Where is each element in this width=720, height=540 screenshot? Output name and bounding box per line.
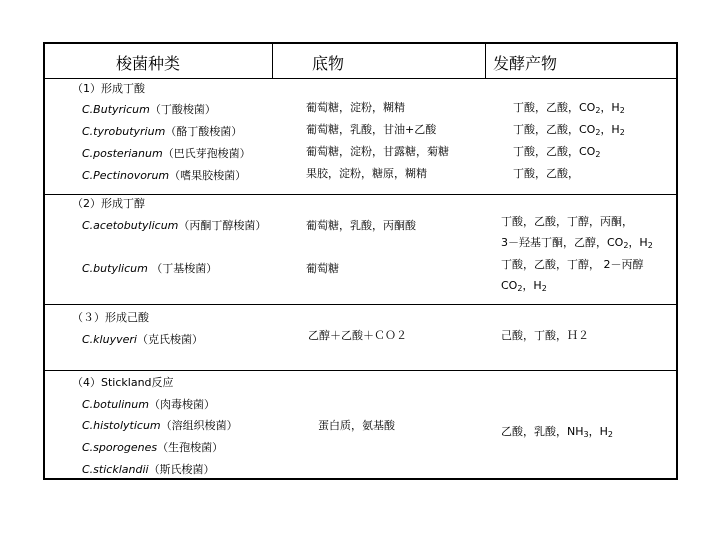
species-name: C.posterianum（巴氏芽孢梭菌）	[82, 147, 251, 160]
product-text: 丁酸，乙酸，$CO_2$，$H_2$	[513, 123, 625, 137]
product-text: 己酸，丁酸，Ｈ２	[501, 329, 589, 342]
species-name: C.botulinum（肉毒梭菌）	[82, 398, 215, 411]
substrate-text: 乙醇＋乙酸＋ＣＯ２	[308, 329, 407, 342]
section-title-butyric: （1）形成丁酸	[72, 82, 145, 95]
species-name: C.acetobutylicum（丙酮丁醇梭菌）	[82, 219, 267, 232]
species-name: C.Butyricum（丁酸梭菌）	[82, 103, 216, 116]
product-text: 丁酸，乙酸，丁醇， 2－丙醇	[501, 258, 644, 271]
header-divider	[43, 78, 678, 79]
product-text: 丁酸，乙酸，$CO_2$	[513, 145, 601, 159]
substrate-text: 蛋白质，氨基酸	[318, 419, 395, 432]
substrate-text: 葡萄糖，淀粉，糊精	[306, 101, 405, 114]
section-divider-1	[43, 194, 678, 195]
header-products: 发酵产物	[493, 54, 558, 73]
substrate-text: 葡萄糖	[306, 262, 339, 275]
header-col-divider-2	[485, 42, 486, 78]
header-col-divider-1	[272, 42, 273, 78]
species-name: C.histolyticum（溶组织梭菌）	[82, 419, 238, 432]
species-name: C.butylicum （丁基梭菌）	[82, 262, 218, 275]
section-divider-3	[43, 370, 678, 371]
substrate-text: 葡萄糖，乳酸，甘油+乙酸	[306, 123, 437, 136]
header-species: 梭菌种类	[116, 54, 181, 73]
section-title-caproic: （３）形成己酸	[72, 311, 149, 324]
species-name: C.sporogenes（生孢梭菌）	[82, 441, 224, 454]
product-text: 3－羟基丁酮，乙醇，$CO_2$，$H_2$	[501, 236, 653, 250]
product-text: $CO_2$，$H_2$	[501, 279, 547, 293]
species-name: C.kluyveri（克氏梭菌）	[82, 333, 203, 346]
product-text: 丁酸，乙酸，$CO_2$，$H_2$	[513, 101, 625, 115]
species-name: C.sticklandii（斯氏梭菌）	[82, 463, 215, 476]
substrate-text: 葡萄糖，乳酸，丙酮酸	[306, 219, 416, 232]
species-name: C.tyrobutyrium（酪丁酸梭菌）	[82, 125, 243, 138]
product-text: 丁酸，乙酸，丁醇，丙酮，	[501, 215, 633, 228]
section-title-butanol: （2）形成丁醇	[72, 197, 145, 210]
substrate-text: 葡萄糖，淀粉，甘露糖，菊糖	[306, 145, 449, 158]
header-substrate: 底物	[312, 54, 345, 73]
species-name: C.Pectinovorum（嗜果胶梭菌）	[82, 169, 247, 182]
product-text: 丁酸，乙酸，	[513, 167, 579, 180]
product-text: 乙酸，乳酸，$NH_3$，$H_2$	[501, 425, 613, 439]
section-title-stickland: （4）Stickland反应	[72, 376, 174, 389]
section-divider-2	[43, 304, 678, 305]
substrate-text: 果胶，淀粉，糖原，糊精	[306, 167, 427, 180]
